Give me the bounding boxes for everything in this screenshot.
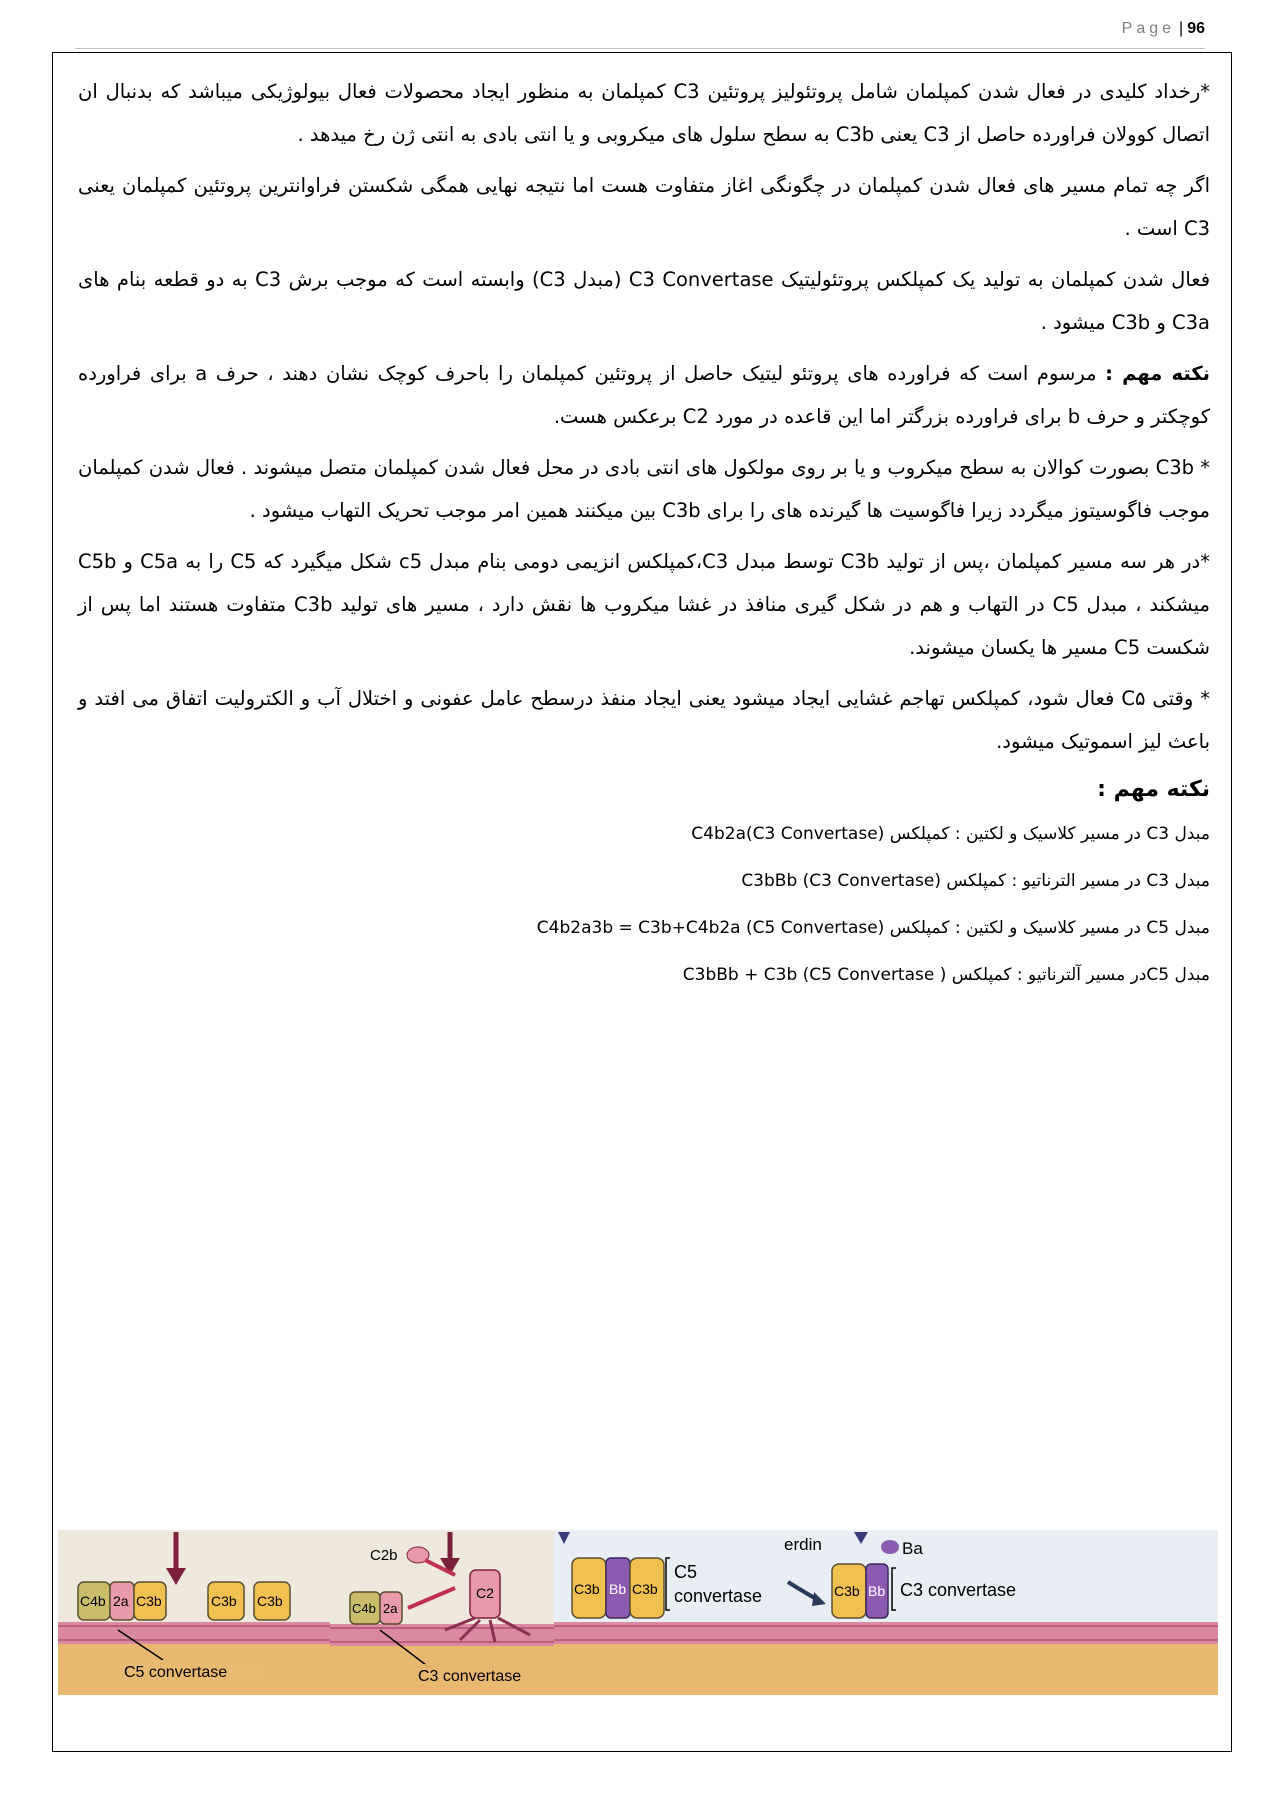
important-note-label: نکته مهم : [1105, 362, 1210, 385]
note-heading: نکته مهم : [1097, 777, 1210, 802]
page-header [75, 18, 1205, 49]
paragraph-6: *در هر سه مسیر کمپلمان ،پس از تولید C3b توسط مبدل C3،کمپلکس انزیمی دومی بنام مبدل c5 شکل میگیرد که C5 را به C5a و C5b میشکند ، مبدل C5 در التهاب و هم در شکل گیری منافذ در غشا میکروب ها نقش دارد ، مسیر های تولید C3b متفاوت هستند اما پس از شکست C5 مسیر ها یکسان میشوند. [78, 550, 1210, 659]
fig1-c3b-label-1: C3b [136, 1593, 162, 1609]
figure-c5-convertase-alternative [554, 1530, 784, 1695]
fig4-bb-label: Bb [868, 1583, 886, 1599]
paragraph-5: * C3b بصورت کوالان به سطح میکروب و یا بر روی مولکول های انتی بادی در محل فعال شدن کمپلمان متصل میشوند . فعال شدن کمپلمان موجب فاگوسیتوز میگردد زیرا فاگوسیت ها گیرنده های را برای C3b بین میکنند همین امر موجب تحریک التهاب میشود . [78, 456, 1211, 522]
figure-c3-convertase-alternative [784, 1530, 1218, 1695]
paragraph-3: فعال شدن کمپلمان به تولید یک کمپلکس پروتئولیتیک C3 Convertase (مبدل C3) وابسته است که موجب برش C3 به دو قطعه بنام های C3a و C3b میشود . [78, 268, 1211, 334]
note-line-2: مبدل C3 در مسیر الترناتیو : کمپلکس C3bBb (C3 Convertase) [741, 871, 1210, 891]
fig1-c3b-label-3: C3b [257, 1593, 283, 1609]
figure-strip [58, 1530, 1218, 1705]
paragraph-7: * وقتی C۵ فعال شود، کمپلکس تهاجم غشایی ایجاد میشود یعنی ایجاد منفذ درسطح عامل عفونی و اختلال آب و الکترولیت اتفاق می افتد و باعث لیز اسموتیک میشود. [78, 687, 1210, 753]
paragraph-1: *رخداد کلیدی در فعال شدن کمپلمان شامل پروتئولیز پروتئین C3 کمپلمان به منظور ایجاد محصولات فعال بیولوژیکی میباشد که بدنبال ان اتصال کوولان فراورده حاصل از C3 یعنی C3b به سطح سلول های میکروبی و یا انتی بادی به انتی ژن رخ میدهد . [78, 80, 1210, 146]
figure-c5-convertase-classical [58, 1530, 330, 1695]
fig4-ba-label: Ba [902, 1539, 923, 1558]
fig3-c5-label: C5 [674, 1562, 698, 1582]
fig4-c3b-label: C3b [834, 1583, 860, 1599]
fig2-c2b-label: C2b [370, 1547, 398, 1564]
fig3-convertase-label: convertase [674, 1586, 763, 1606]
figure-c3-convertase-classical [330, 1530, 578, 1695]
fig4-properdin-label: erdin [784, 1535, 822, 1554]
fig2-c4b-label: C4b [352, 1601, 376, 1616]
fig3-bb-label: Bb [609, 1581, 627, 1597]
page-number: 96 [1187, 20, 1205, 37]
paragraph-2: اگر چه تمام مسیر های فعال شدن کمپلمان در چگونگی اغاز متفاوت هست اما نتیجه نهایی همگی شکستن فراوانترین پروتئین کمپلمان یعنی C3 است . [78, 174, 1210, 240]
fig2-caption: C3 convertase [418, 1668, 522, 1685]
page-word: Page [1121, 20, 1176, 37]
fig2-c2a-label: 2a [383, 1601, 398, 1616]
fig1-c3b-label-2: C3b [211, 1593, 237, 1609]
fig3-c3b-label-2: C3b [632, 1581, 658, 1597]
fig1-c2a-label: 2a [113, 1593, 129, 1609]
note-line-1: مبدل C3 در مسیر کلاسیک و لکتین : کمپلکس C4b2a(C3 Convertase) [691, 824, 1210, 844]
note-line-4: مبدل C5در مسیر آلترناتیو : کمپلکس C3bBb + C3b (C5 Convertase ) [682, 965, 1210, 985]
page-content [78, 70, 1210, 1007]
paragraph-4 [78, 352, 1210, 438]
note-line-3: مبدل C5 در مسیر کلاسیک و لکتین : کمپلکس C4b2a3b = C3b+C4b2a (C5 Convertase) [536, 918, 1210, 938]
page-separator: | [1179, 20, 1184, 37]
fig2-c2-label: C2 [476, 1585, 494, 1601]
fig1-c4b-label: C4b [80, 1593, 106, 1609]
fig4-convertase-label: C3 convertase [900, 1580, 1017, 1600]
fig1-caption: C5 convertase [124, 1664, 228, 1681]
fig3-c3b-label-1: C3b [574, 1581, 600, 1597]
paragraph-4-text: مرسوم است که فراورده های پروتئو لیتیک حاصل از پروتئین کمپلمان را باحرف کوچک نشان دهند ، حرف a برای فراورده کوچکتر و حرف b برای فراورده بزرگتر اما این قاعده در مورد C2 برعکس هست. [78, 362, 1210, 428]
